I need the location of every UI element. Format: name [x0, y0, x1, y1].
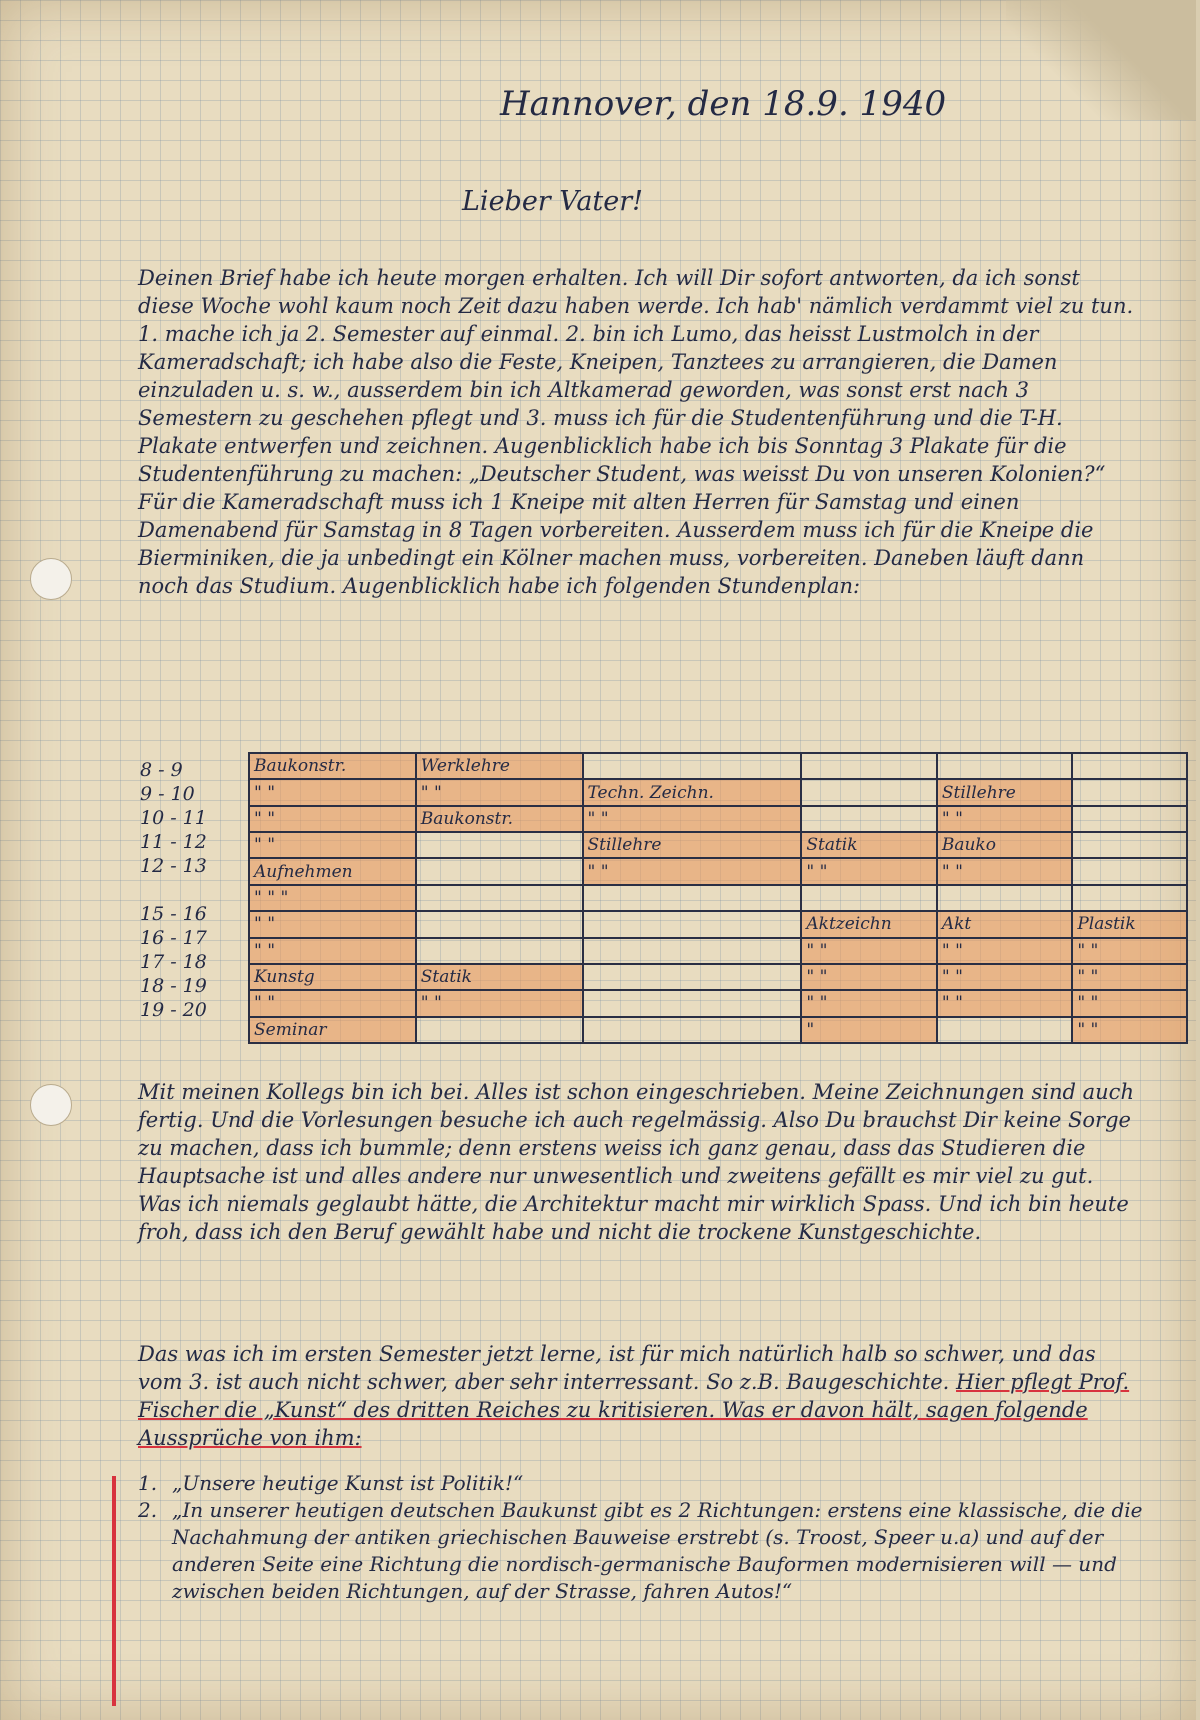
quote-number: 2. [138, 1498, 158, 1522]
timetable-cell [1072, 779, 1187, 805]
timetable-cell: " " [1072, 990, 1187, 1016]
timetable-row [249, 779, 1187, 805]
quote-text: „Unsere heutige Kunst ist Politik!“ [172, 1471, 524, 1495]
timetable-cell: " " [249, 911, 416, 937]
timetable-cell: " " [249, 990, 416, 1016]
timetable-cell: Baukonstr. [249, 753, 416, 779]
timetable-cell: " " [416, 779, 583, 805]
timetable-cell [801, 753, 936, 779]
timetable-cell: Aufnehmen [249, 858, 416, 884]
timetable-cell: Statik [416, 964, 583, 990]
paragraph-3-underlined: Hier pflegt Prof. Fischer die „Kunst“ des dritten Reiches zu kritisieren. Was er davon hält, sagen folgende Aussprüche von ihm: [138, 1370, 1130, 1450]
timetable-row [249, 990, 1187, 1016]
salutation: Lieber Vater! [462, 186, 643, 217]
timetable-cell [1072, 832, 1187, 858]
timetable-cell: " " [249, 779, 416, 805]
timetable-cell [801, 779, 936, 805]
time-slot: 12 - 13 [140, 855, 207, 877]
timetable-cell: " " [937, 990, 1072, 1016]
timetable-cell [416, 885, 583, 911]
timetable-cell: Bauko [937, 832, 1072, 858]
timetable-cell: Aktzeichn [801, 911, 936, 937]
paragraph-2: Mit meinen Kollegs bin ich bei. Alles ist schon eingeschrieben. Meine Zeichnungen sind auch fertig. Und die Vorlesungen besuche ich auch regelmässig. Also Du brauchst Dir keine Sorge zu machen, dass ich bummle; denn erstens weiss ich ganz genau, dass das Studieren die Hauptsache ist und alles andere nur unwesentlich und zweitens gefällt es mir viel zu gut. Was ich niemals geglaubt hätte, die Architektur macht mir wirklich Spass. Und ich bin heute froh, dass ich den Beruf gewählt habe und nicht die trockene Kunstgeschichte. [138, 1080, 1134, 1244]
folded-corner [1006, 0, 1196, 120]
quote-item [138, 1497, 1148, 1605]
timetable-cell: " " [801, 964, 936, 990]
timetable-cell: " " [801, 858, 936, 884]
timetable-row [249, 1017, 1187, 1043]
red-margin-mark [112, 1476, 116, 1706]
timetable-cell: Techn. Zeichn. [583, 779, 802, 805]
quote-item [138, 1470, 1148, 1497]
timetable-cell [1072, 885, 1187, 911]
timetable-cell: " " [416, 990, 583, 1016]
timetable-row [249, 858, 1187, 884]
timetable-cell: Kunstg [249, 964, 416, 990]
time-slot [140, 878, 240, 902]
timetable-cell [416, 858, 583, 884]
timetable-cell [583, 1017, 802, 1043]
timetable-cell: Statik [801, 832, 936, 858]
timetable-cell [583, 990, 802, 1016]
timetable-cell: Werklehre [416, 753, 583, 779]
time-slot: 11 - 12 [140, 831, 207, 853]
quote-number: 1. [138, 1471, 158, 1495]
timetable-cell: " " [937, 806, 1072, 832]
timetable-cell: " " [937, 964, 1072, 990]
timetable-row [249, 753, 1187, 779]
timetable-row [249, 806, 1187, 832]
timetable-cell [937, 885, 1072, 911]
timetable-cell: " " [801, 990, 936, 1016]
timetable-cell: " " [937, 858, 1072, 884]
punch-hole [30, 1084, 72, 1126]
timetable-cell: " " [937, 938, 1072, 964]
time-slot: 8 - 9 [140, 759, 183, 781]
timetable-cell [583, 938, 802, 964]
punch-hole [30, 558, 72, 600]
timetable-grid [248, 752, 1188, 1044]
timetable-cell [416, 1017, 583, 1043]
timetable-cell [416, 911, 583, 937]
timetable-row [249, 911, 1187, 937]
timetable-cell: " [801, 1017, 936, 1043]
timetable-cell: Seminar [249, 1017, 416, 1043]
timetable-cell: Stillehre [937, 779, 1072, 805]
timetable-row [249, 938, 1187, 964]
timetable-cell [583, 753, 802, 779]
timetable-cell: " " [1072, 938, 1187, 964]
timetable-cell [1072, 806, 1187, 832]
timetable-cell [1072, 858, 1187, 884]
timetable-cell: Plastik [1072, 911, 1187, 937]
timetable-cell: " " [1072, 964, 1187, 990]
timetable-cell: " " " [249, 885, 416, 911]
timetable-cell [416, 832, 583, 858]
timetable-cell [583, 885, 802, 911]
paragraph-3 [138, 1340, 1138, 1452]
timetable-cell: " " [1072, 1017, 1187, 1043]
time-slot: 10 - 11 [140, 807, 207, 829]
timetable-row [249, 832, 1187, 858]
quote-list [138, 1470, 1148, 1605]
quote-text: „In unserer heutigen deutschen Baukunst gibt es 2 Richtungen: erstens eine klassische, die die Nachahmung der antiken griechischen Bauweise erstrebt (s. Troost, Speer u.a) und auf der anderen Seite eine Richtung die nordisch-germanische Bauformen modernisieren will — und zwischen beiden Richtungen, auf der Strasse, fahren Autos!“ [172, 1498, 1143, 1603]
timetable-cell: " " [249, 938, 416, 964]
time-slot: 9 - 10 [140, 783, 195, 805]
time-column [140, 758, 240, 1022]
time-slot: 17 - 18 [140, 951, 207, 973]
timetable-cell: Akt [937, 911, 1072, 937]
time-slot: 18 - 19 [140, 975, 207, 997]
timetable-cell [416, 938, 583, 964]
time-slot: 19 - 20 [140, 999, 207, 1021]
timetable-row [249, 964, 1187, 990]
time-slot: 15 - 16 [140, 903, 207, 925]
timetable-cell: Stillehre [583, 832, 802, 858]
time-slot: 16 - 17 [140, 927, 207, 949]
paragraph-1: Deinen Brief habe ich heute morgen erhalten. Ich will Dir sofort antworten, da ich sonst diese Woche wohl kaum noch Zeit dazu haben werde. Ich hab' nämlich verdammt viel zu tun. 1. mache ich ja 2. Semester auf einmal. 2. bin ich Lumo, das heisst Lustmolch in der Kameradschaft; ich habe also die Feste, Kneipen, Tanztees zu arrangieren, die Damen einzuladen u. s. w., ausserdem bin ich Altkamerad geworden, was sonst erst nach 3 Semestern zu geschehen pflegt und 3. muss ich für die Studentenführung und die T-H. Plakate entwerfen und zeichnen. Augenblicklich habe ich bis Sonntag 3 Plakate für die Studentenführung zu machen: „Deutscher Student, was weisst Du von unseren Kolonien?“ Für die Kameradschaft muss ich 1 Kneipe mit alten Herren für Samstag und einen Damenabend für Samstag in 8 Tagen vorbereiten. Ausserdem muss ich für die Kneipe die Bierminiken, die ja unbedingt ein Kölner machen muss, vorbereiten. Daneben läuft dann noch das Studium. Augenblicklich habe ich folgenden Stundenplan: [138, 266, 1134, 598]
timetable-cell [801, 885, 936, 911]
paragraph-3-text: Das was ich im ersten Semester jetzt lerne, ist für mich natürlich halb so schwer, und das vom 3. ist auch nicht schwer, aber sehr interressant. So z.B. Baugeschichte. [138, 1342, 1096, 1394]
timetable-cell: Baukonstr. [416, 806, 583, 832]
timetable-cell: " " [249, 806, 416, 832]
timetable-cell: " " [583, 858, 802, 884]
timetable-cell: " " [249, 832, 416, 858]
timetable-cell [1072, 753, 1187, 779]
timetable-cell [583, 964, 802, 990]
timetable-cell [937, 1017, 1072, 1043]
timetable-cell [801, 806, 936, 832]
timetable-row [249, 885, 1187, 911]
letter-date: Hannover, den 18.9. 1940 [500, 84, 947, 124]
timetable-cell [937, 753, 1072, 779]
timetable-cell [583, 911, 802, 937]
timetable [140, 758, 1190, 1048]
timetable-cell: " " [583, 806, 802, 832]
timetable-cell: " " [801, 938, 936, 964]
